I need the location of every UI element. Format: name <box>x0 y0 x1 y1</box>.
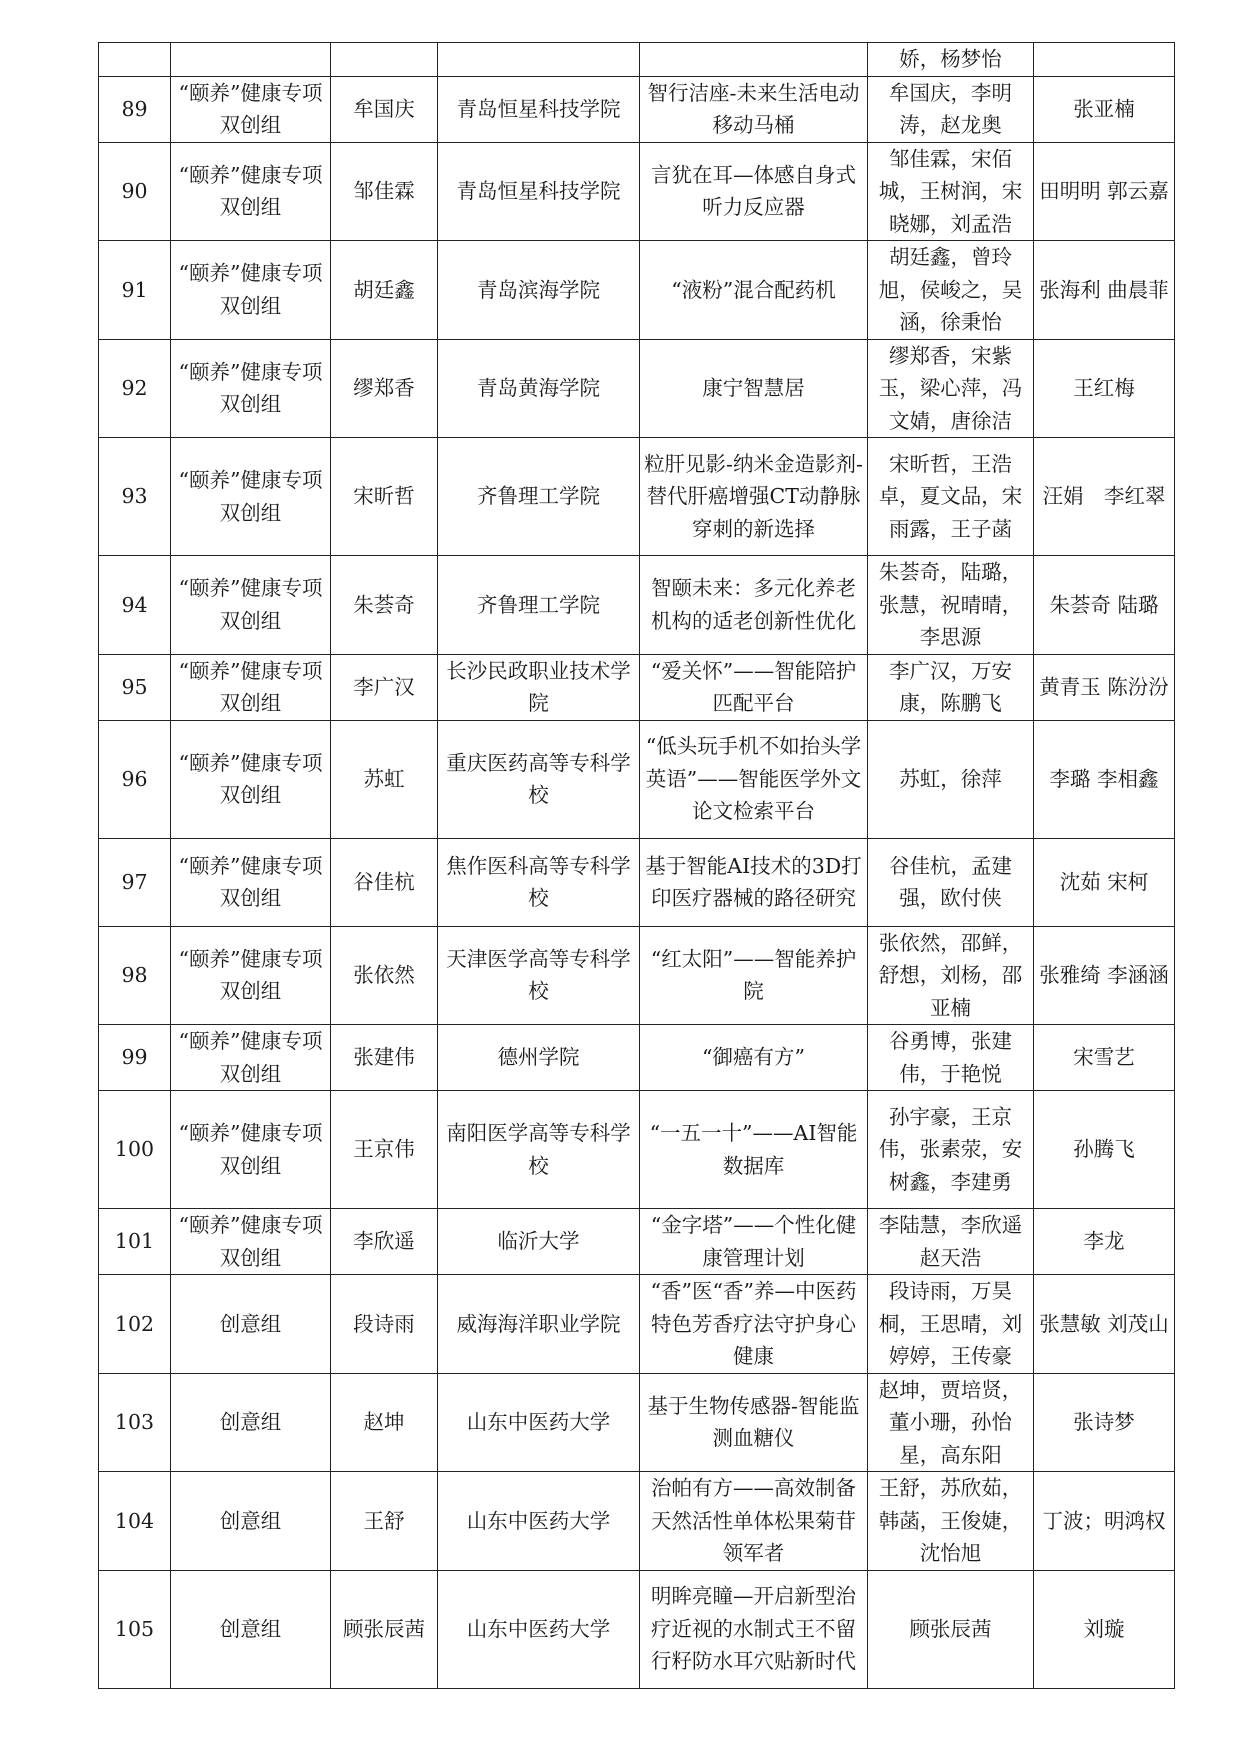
row-number: 103 <box>99 1373 171 1472</box>
school-cell: 临沂大学 <box>438 1209 640 1275</box>
project-cell: 明眸亮瞳—开启新型治疗近视的水制式王不留行籽防水耳穴贴新时代 <box>640 1570 868 1688</box>
leader-cell: 张建伟 <box>331 1025 438 1091</box>
table-row <box>99 926 1175 1025</box>
school-cell: 青岛恒星科技学院 <box>438 142 640 241</box>
leader-cell <box>331 43 438 77</box>
row-number: 95 <box>99 654 171 720</box>
group-cell: 创意组 <box>171 1373 331 1472</box>
members-cell: 段诗雨，万昊桐，王思晴，刘婷婷，王传豪 <box>868 1275 1034 1374</box>
leader-cell: 朱荟奇 <box>331 556 438 655</box>
school-cell: 重庆医药高等专科学校 <box>438 720 640 838</box>
project-cell: “御癌有方” <box>640 1025 868 1091</box>
leader-cell: 王舒 <box>331 1472 438 1571</box>
table-row <box>99 1373 1175 1472</box>
members-cell: 缪郑香，宋紫玉，梁心萍，冯文婧，唐徐洁 <box>868 339 1034 438</box>
group-cell: “颐养”健康专项双创组 <box>171 438 331 556</box>
group-cell: “颐养”健康专项双创组 <box>171 1025 331 1091</box>
school-cell: 青岛恒星科技学院 <box>438 76 640 142</box>
project-cell: 治帕有方——高效制备天然活性单体松果菊苷领军者 <box>640 1472 868 1571</box>
tutor-cell: 张诗梦 <box>1034 1373 1175 1472</box>
members-cell: 牟国庆，李明涛，赵龙奥 <box>868 76 1034 142</box>
project-cell: 基于生物传感器-智能监测血糖仪 <box>640 1373 868 1472</box>
group-cell: “颐养”健康专项双创组 <box>171 654 331 720</box>
members-cell: 王舒，苏欣茹，韩菡，王俊婕，沈怡旭 <box>868 1472 1034 1571</box>
project-cell: “红太阳”——智能养护院 <box>640 926 868 1025</box>
tutor-cell: 沈茹 宋柯 <box>1034 838 1175 926</box>
leader-cell: 邹佳霖 <box>331 142 438 241</box>
members-cell: 孙宇豪，王京伟，张素荥，安树鑫，李建勇 <box>868 1091 1034 1209</box>
leader-cell: 苏虹 <box>331 720 438 838</box>
table-row <box>99 1209 1175 1275</box>
group-cell: “颐养”健康专项双创组 <box>171 556 331 655</box>
school-cell: 齐鲁理工学院 <box>438 556 640 655</box>
table-row <box>99 838 1175 926</box>
school-cell: 天津医学高等专科学校 <box>438 926 640 1025</box>
row-number: 104 <box>99 1472 171 1571</box>
project-cell: 智颐未来：多元化养老机构的适老创新性优化 <box>640 556 868 655</box>
tutor-cell: 宋雪艺 <box>1034 1025 1175 1091</box>
members-cell: 谷勇博，张建伟，于艳悦 <box>868 1025 1034 1091</box>
school-cell: 焦作医科高等专科学校 <box>438 838 640 926</box>
table-row <box>99 720 1175 838</box>
row-number: 99 <box>99 1025 171 1091</box>
row-number: 102 <box>99 1275 171 1374</box>
members-cell: 顾张辰茜 <box>868 1570 1034 1688</box>
members-cell: 胡廷鑫，曾玲旭，侯峻之，吴涵，徐秉怡 <box>868 241 1034 340</box>
project-cell: 粒肝见影-纳米金造影剂-替代肝癌增强CT动静脉穿刺的新选择 <box>640 438 868 556</box>
project-cell: “金字塔”——个性化健康管理计划 <box>640 1209 868 1275</box>
row-number: 101 <box>99 1209 171 1275</box>
school-cell: 山东中医药大学 <box>438 1570 640 1688</box>
row-number: 97 <box>99 838 171 926</box>
row-number: 100 <box>99 1091 171 1209</box>
group-cell: 创意组 <box>171 1570 331 1688</box>
group-cell: “颐养”健康专项双创组 <box>171 241 331 340</box>
row-number: 89 <box>99 76 171 142</box>
table-row <box>99 241 1175 340</box>
leader-cell: 牟国庆 <box>331 76 438 142</box>
group-cell: “颐养”健康专项双创组 <box>171 838 331 926</box>
school-cell: 山东中医药大学 <box>438 1472 640 1571</box>
members-cell: 苏虹，徐萍 <box>868 720 1034 838</box>
tutor-cell: 王红梅 <box>1034 339 1175 438</box>
school-cell: 长沙民政职业技术学院 <box>438 654 640 720</box>
members-cell: 赵坤，贾培贤，董小珊，孙怡星，高东阳 <box>868 1373 1034 1472</box>
leader-cell: 谷佳杭 <box>331 838 438 926</box>
leader-cell: 李欣遥 <box>331 1209 438 1275</box>
table-row <box>99 76 1175 142</box>
award-list-table <box>98 42 1175 1689</box>
row-number: 92 <box>99 339 171 438</box>
leader-cell: 胡廷鑫 <box>331 241 438 340</box>
leader-cell: 赵坤 <box>331 1373 438 1472</box>
group-cell: “颐养”健康专项双创组 <box>171 76 331 142</box>
table-body <box>99 43 1175 1689</box>
group-cell: 创意组 <box>171 1275 331 1374</box>
group-cell: “颐养”健康专项双创组 <box>171 720 331 838</box>
table-row <box>99 654 1175 720</box>
project-cell: “香”医“香”养—中医药特色芳香疗法守护身心健康 <box>640 1275 868 1374</box>
members-cell: 娇，杨梦怡 <box>868 43 1034 77</box>
tutor-cell: 李龙 <box>1034 1209 1175 1275</box>
leader-cell: 缪郑香 <box>331 339 438 438</box>
row-number: 93 <box>99 438 171 556</box>
project-cell: 基于智能AI技术的3D打印医疗器械的路径研究 <box>640 838 868 926</box>
tutor-cell: 李璐 李相鑫 <box>1034 720 1175 838</box>
group-cell: 创意组 <box>171 1472 331 1571</box>
tutor-cell: 丁波；明鸿权 <box>1034 1472 1175 1571</box>
leader-cell: 顾张辰茜 <box>331 1570 438 1688</box>
table-row <box>99 339 1175 438</box>
row-number: 91 <box>99 241 171 340</box>
leader-cell: 张依然 <box>331 926 438 1025</box>
table-row <box>99 556 1175 655</box>
row-number: 90 <box>99 142 171 241</box>
members-cell: 李陆慧，李欣遥 赵天浩 <box>868 1209 1034 1275</box>
tutor-cell: 刘璇 <box>1034 1570 1175 1688</box>
group-cell: “颐养”健康专项双创组 <box>171 1091 331 1209</box>
tutor-cell: 张雅绮 李涵涵 <box>1034 926 1175 1025</box>
project-cell: “液粉”混合配药机 <box>640 241 868 340</box>
school-cell: 山东中医药大学 <box>438 1373 640 1472</box>
table-row <box>99 1025 1175 1091</box>
tutor-cell: 黄青玉 陈汾汾 <box>1034 654 1175 720</box>
tutor-cell: 张慧敏 刘茂山 <box>1034 1275 1175 1374</box>
table-row <box>99 1091 1175 1209</box>
row-number: 98 <box>99 926 171 1025</box>
table-row <box>99 1275 1175 1374</box>
school-cell: 威海海洋职业学院 <box>438 1275 640 1374</box>
school-cell: 南阳医学高等专科学校 <box>438 1091 640 1209</box>
members-cell: 邹佳霖，宋佰城，王树润，宋晓娜，刘孟浩 <box>868 142 1034 241</box>
group-cell: “颐养”健康专项双创组 <box>171 1209 331 1275</box>
table-row <box>99 438 1175 556</box>
table-row <box>99 142 1175 241</box>
table-row <box>99 1472 1175 1571</box>
school-cell: 齐鲁理工学院 <box>438 438 640 556</box>
school-cell <box>438 43 640 77</box>
group-cell: “颐养”健康专项双创组 <box>171 142 331 241</box>
members-cell: 朱荟奇，陆璐，张慧，祝晴晴，李思源 <box>868 556 1034 655</box>
project-cell: 言犹在耳—体感自身式听力反应器 <box>640 142 868 241</box>
row-number: 105 <box>99 1570 171 1688</box>
table-row <box>99 43 1175 77</box>
leader-cell: 段诗雨 <box>331 1275 438 1374</box>
tutor-cell <box>1034 43 1175 77</box>
group-cell: “颐养”健康专项双创组 <box>171 339 331 438</box>
project-cell: “一五一十”——AI智能数据库 <box>640 1091 868 1209</box>
members-cell: 谷佳杭，孟建强，欧付侠 <box>868 838 1034 926</box>
members-cell: 张依然，邵鲜，舒想，刘杨，邵亚楠 <box>868 926 1034 1025</box>
project-cell: 智行洁座-未来生活电动移动马桶 <box>640 76 868 142</box>
group-cell <box>171 43 331 77</box>
tutor-cell: 汪娟 李红翠 <box>1034 438 1175 556</box>
school-cell: 青岛滨海学院 <box>438 241 640 340</box>
school-cell: 青岛黄海学院 <box>438 339 640 438</box>
leader-cell: 李广汉 <box>331 654 438 720</box>
row-number <box>99 43 171 77</box>
project-cell: “低头玩手机不如抬头学英语”——智能医学外文论文检索平台 <box>640 720 868 838</box>
school-cell: 德州学院 <box>438 1025 640 1091</box>
project-cell: 康宁智慧居 <box>640 339 868 438</box>
leader-cell: 王京伟 <box>331 1091 438 1209</box>
tutor-cell: 孙腾飞 <box>1034 1091 1175 1209</box>
members-cell: 宋昕哲，王浩卓，夏文品，宋雨露，王子菡 <box>868 438 1034 556</box>
row-number: 96 <box>99 720 171 838</box>
members-cell: 李广汉，万安康，陈鹏飞 <box>868 654 1034 720</box>
tutor-cell: 田明明 郭云嘉 <box>1034 142 1175 241</box>
tutor-cell: 朱荟奇 陆璐 <box>1034 556 1175 655</box>
project-cell <box>640 43 868 77</box>
project-cell: “爱关怀”——智能陪护匹配平台 <box>640 654 868 720</box>
leader-cell: 宋昕哲 <box>331 438 438 556</box>
group-cell: “颐养”健康专项双创组 <box>171 926 331 1025</box>
row-number: 94 <box>99 556 171 655</box>
tutor-cell: 张海利 曲晨菲 <box>1034 241 1175 340</box>
table-row <box>99 1570 1175 1688</box>
tutor-cell: 张亚楠 <box>1034 76 1175 142</box>
